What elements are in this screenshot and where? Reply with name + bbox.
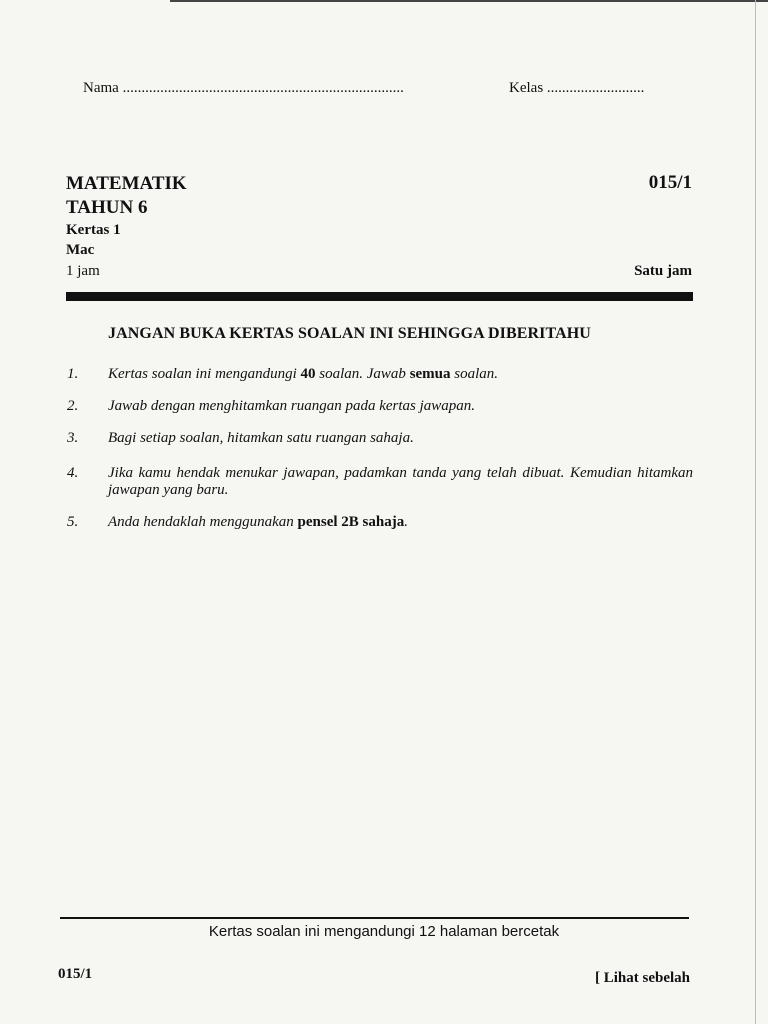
instruction-text: Bagi setiap soalan, hitamkan satu ruangan sahaja. bbox=[108, 430, 414, 446]
instruction-number: 5. bbox=[67, 514, 79, 530]
instruction-text: Jawab dengan menghitamkan ruangan pada kertas jawapan. bbox=[108, 398, 476, 414]
header-divider bbox=[66, 292, 693, 301]
next-page-note: [ Lihat sebelah bbox=[594, 970, 690, 986]
duration-label: 1 jam bbox=[66, 263, 100, 279]
page-count-note: Kertas soalan ini mengandungi 12 halaman bercetak bbox=[208, 923, 560, 940]
footer-divider bbox=[60, 917, 689, 919]
instruction-text: Kertas soalan ini mengandungi 40 soalan. Jawab semua soalan. bbox=[108, 366, 499, 382]
warning-heading: JANGAN BUKA KERTAS SOALAN INI SEHINGGA DIBERITAHU bbox=[108, 325, 591, 342]
name-field: Nama ........................................................................... bbox=[83, 80, 404, 96]
paper-label: Kertas 1 bbox=[66, 222, 121, 238]
instruction-number: 2. bbox=[67, 398, 79, 414]
subject-title: MATEMATIK bbox=[66, 173, 187, 194]
year-title: TAHUN 6 bbox=[66, 197, 148, 218]
page-edge-line bbox=[755, 0, 756, 1024]
instruction-number: 1. bbox=[67, 366, 79, 382]
footer-paper-code: 015/1 bbox=[58, 966, 93, 982]
paper-code: 015/1 bbox=[648, 172, 692, 193]
title-block bbox=[66, 172, 187, 260]
class-field: Kelas .......................... bbox=[509, 80, 645, 96]
instruction-number: 4. bbox=[67, 465, 79, 481]
instruction-text: Jika kamu hendak menukar jawapan, padamkan tanda yang telah dibuat. Kemudian hitamkan jawapan yang baru. bbox=[108, 465, 693, 498]
instruction-text: Anda hendaklah menggunakan pensel 2B sahaja. bbox=[108, 514, 408, 530]
top-border-line bbox=[170, 0, 768, 2]
duration-words: Satu jam bbox=[634, 263, 692, 279]
month-label: Mac bbox=[66, 242, 95, 258]
instruction-number: 3. bbox=[67, 430, 79, 446]
